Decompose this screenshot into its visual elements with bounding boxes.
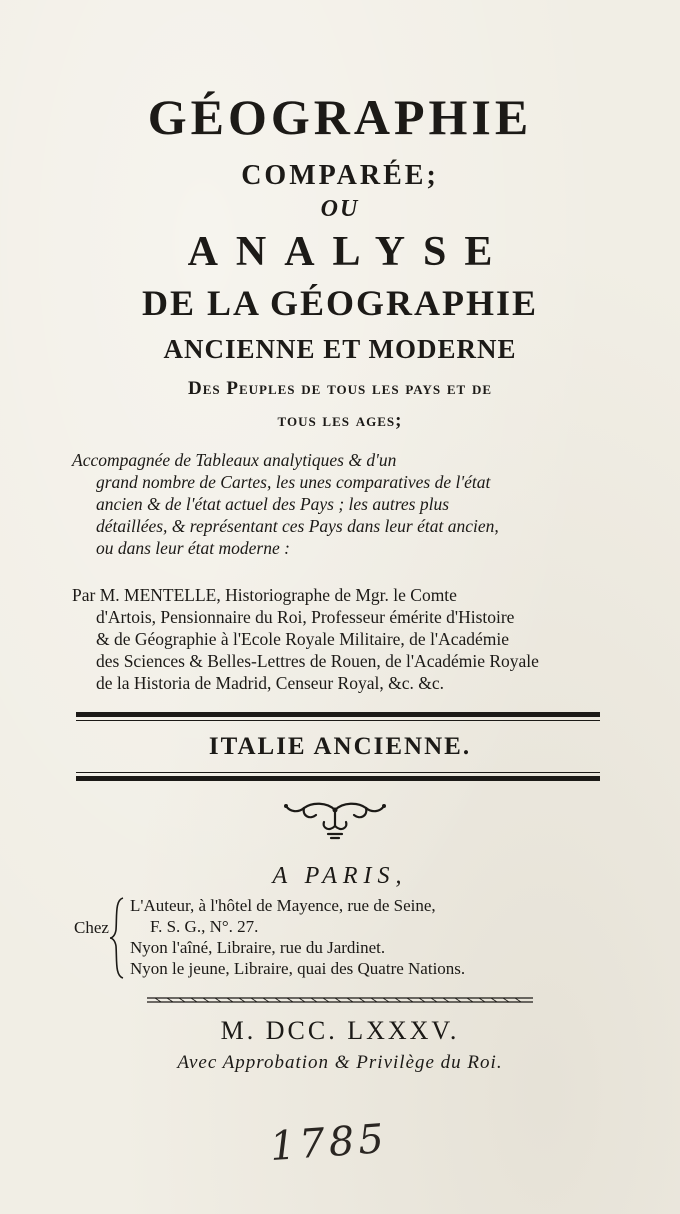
double-rule-bottom (76, 772, 600, 781)
publisher-line: Nyon l'aîné, Libraire, rue du Jardinet. (130, 938, 386, 957)
title-ancienne-moderne: ANCIENNE ET MODERNE (163, 334, 517, 364)
title-ou: OU (320, 196, 360, 222)
description-line: détaillées, & représentant ces Pays dans leur état ancien, (96, 516, 499, 536)
double-rule-top (76, 712, 600, 721)
title-main: GÉOGRAPHIE (147, 89, 533, 145)
imprint-chez: Chez (74, 918, 109, 937)
ornament-icon (282, 800, 388, 842)
title-peuples: Des Peuples de tous les pays et de (187, 378, 493, 399)
author-line: de la Historia de Madrid, Censeur Royal, &c. &c. (96, 673, 444, 693)
author-line: & de Géographie à l'Ecole Royale Militaire, de l'Académie (96, 629, 510, 649)
imprint-privilege: Avec Approbation & Privilège du Roi. (177, 1052, 503, 1073)
description-line: grand nombre de Cartes, les unes comparatives de l'état (96, 472, 491, 492)
brace-icon (108, 896, 126, 980)
title-de-la-geographie: DE LA GÉOGRAPHIE (141, 283, 539, 323)
author-line: d'Artois, Pensionnaire du Roi, Professeur émérite d'Histoire (96, 607, 515, 627)
description-line: ancien & de l'état actuel des Pays ; les autres plus (96, 494, 450, 514)
author-line: Par M. MENTELLE, Historiographe de Mgr. le Comte (72, 585, 457, 605)
publisher-line: Nyon le jeune, Libraire, quai des Quatre Nations. (130, 959, 466, 978)
publisher-line: L'Auteur, à l'hôtel de Mayence, rue de Seine, (130, 896, 436, 915)
author-line: des Sciences & Belles-Lettres de Rouen, de l'Académie Royale (96, 651, 539, 671)
handwritten-year: 1785 (268, 1115, 390, 1171)
imprint-date: M. DCC. LXXXV. (220, 1016, 460, 1045)
title-analyse: ANALYSE (187, 229, 511, 275)
description-line: ou dans leur état moderne : (96, 538, 290, 558)
volume-title: ITALIE ANCIENNE. (208, 733, 472, 760)
title-ages: tous les ages; (277, 410, 403, 431)
description-line: Accompagnée de Tableaux analytiques & d'un (72, 450, 397, 470)
title-comparee: COMPARÉE; (241, 160, 439, 191)
publisher-line: F. S. G., N°. 27. (150, 917, 259, 936)
imprint-city: A PARIS, (272, 863, 408, 889)
decorative-rule (145, 996, 535, 1004)
